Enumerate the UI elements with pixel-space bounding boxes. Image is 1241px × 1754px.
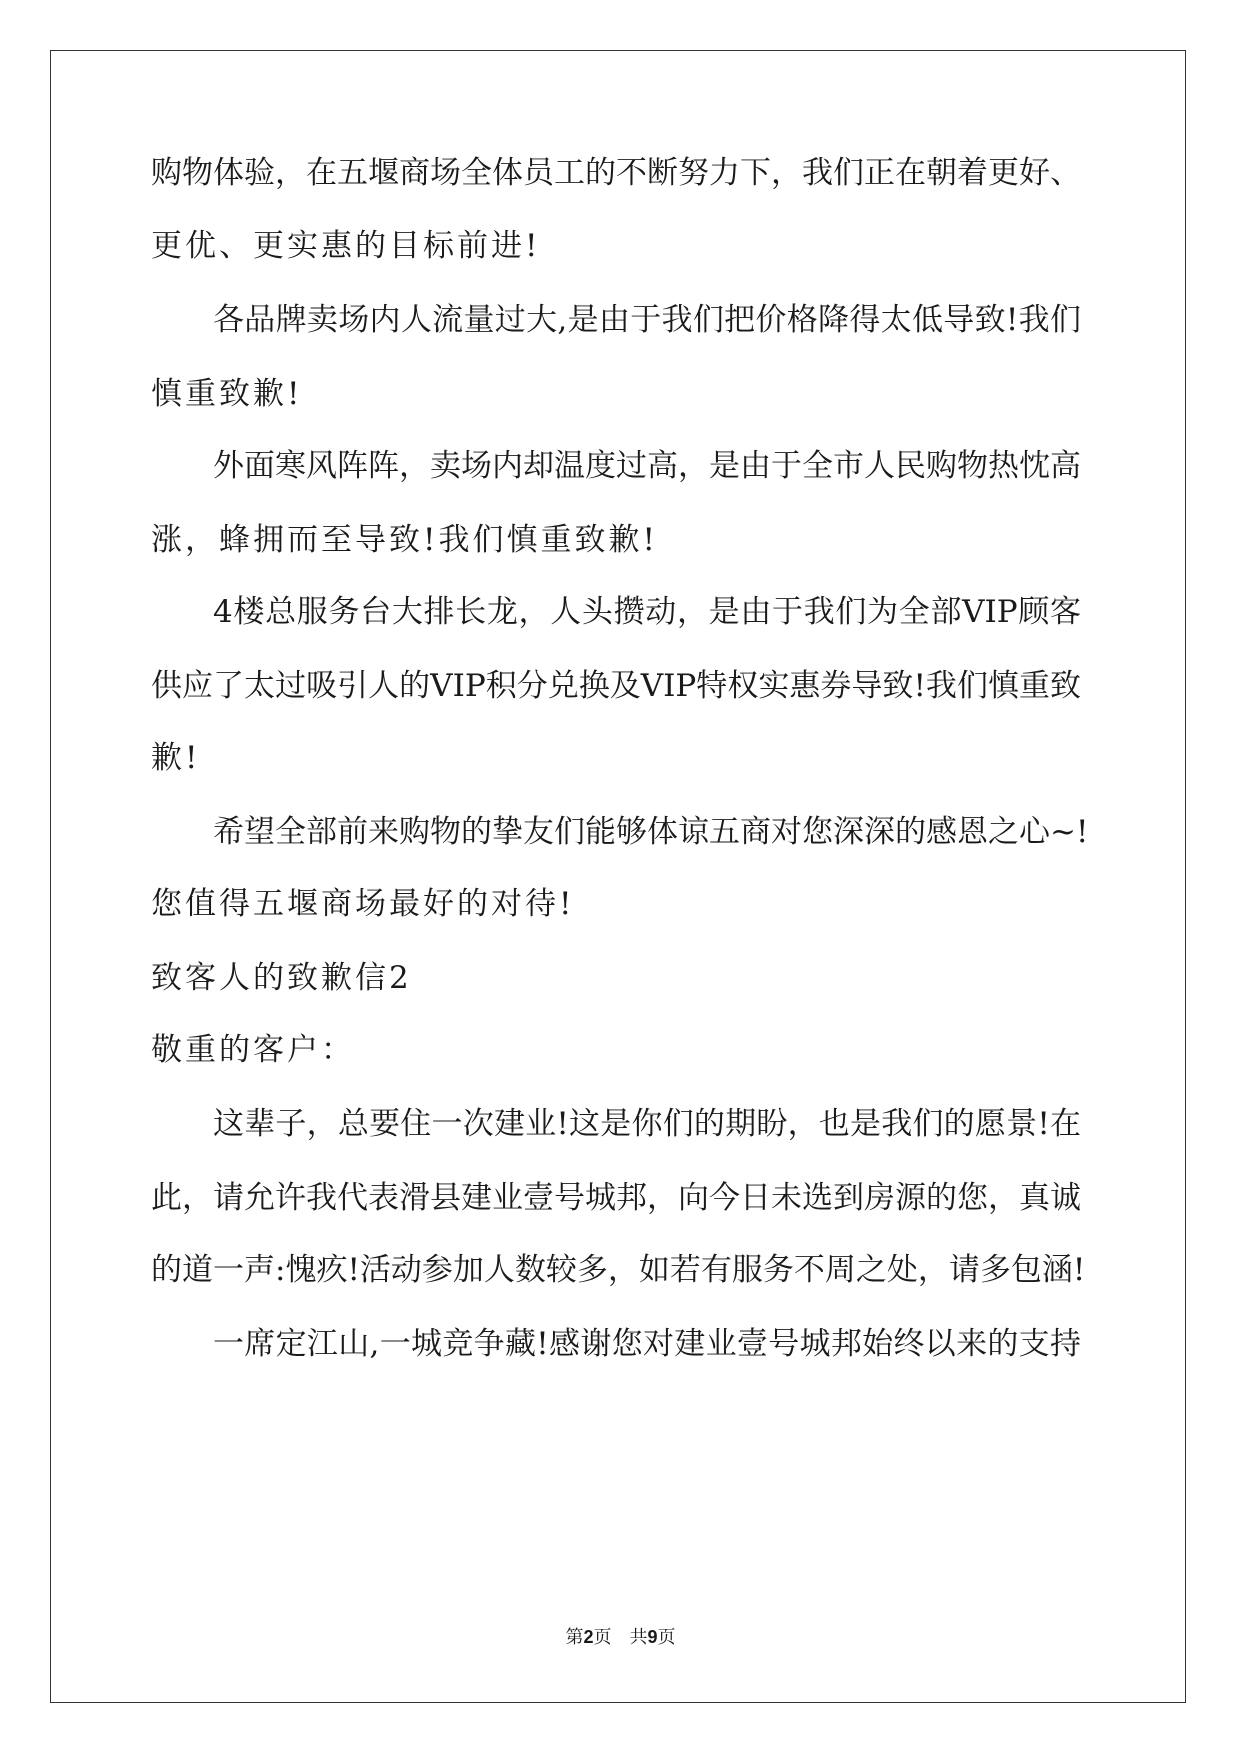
footer-suffix: 页 — [657, 1627, 676, 1648]
section-heading: 致客人的致歉信2 — [151, 960, 412, 996]
page-footer — [0, 1625, 1241, 1650]
body-line-16: 的道一声:愧疚!活动参加人数较多，如若有服务不周之处，请多包涵! — [151, 1252, 1086, 1288]
body-line-15: 此，请允许我代表滑县建业壹号城邦，向今日未选到房源的您，真诚 — [151, 1180, 1081, 1216]
body-line-14: 这辈子，总要住一次建业!这是你们的期盼，也是我们的愿景!在 — [213, 1106, 1081, 1142]
body-line-10: 希望全部前来购物的挚友们能够体谅五商对您深深的感恩之心~! — [213, 814, 1089, 850]
body-line-2: 更优、更实惠的目标前进! — [151, 228, 541, 264]
body-line-9: 歉! — [151, 740, 201, 776]
body-line-11: 您值得五堰商场最好的对待! — [151, 886, 575, 922]
salutation: 敬重的客户： — [151, 1032, 355, 1068]
footer-prefix: 第 — [565, 1627, 584, 1648]
footer-total-pages: 9 — [647, 1627, 658, 1647]
footer-current-page: 2 — [583, 1627, 594, 1647]
page-border — [50, 50, 1186, 1703]
body-line-4: 慎重致歉! — [151, 376, 303, 412]
body-line-6: 涨，蜂拥而至导致!我们慎重致歉! — [151, 522, 658, 558]
body-line-5: 外面寒风阵阵，卖场内却温度过高，是由于全市人民购物热忱高 — [213, 448, 1081, 484]
body-line-17: 一席定江山,一城竞争藏!感谢您对建业壹号城邦始终以来的支持 — [213, 1326, 1081, 1362]
body-line-3: 各品牌卖场内人流量过大,是由于我们把价格降得太低导致!我们 — [213, 302, 1081, 338]
footer-mid: 页 共 — [593, 1627, 648, 1648]
body-line-8: 供应了太过吸引人的VIP积分兑换及VIP特权实惠券导致!我们慎重致 — [151, 668, 1081, 704]
body-line-1: 购物体验，在五堰商场全体员工的不断努力下，我们正在朝着更好、 — [151, 155, 1081, 191]
body-line-7: 4楼总服务台大排长龙，人头攒动，是由于我们为全部VIP顾客 — [213, 594, 1081, 630]
